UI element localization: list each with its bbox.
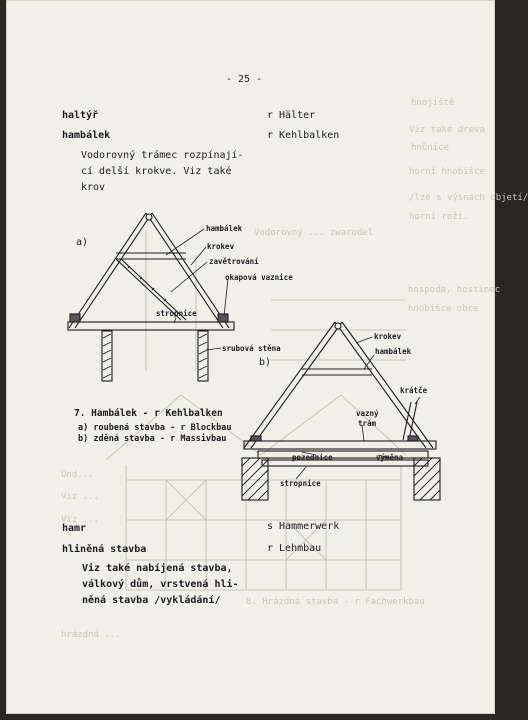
label-a-okapova-vaznice: okapová vaznice: [225, 273, 293, 282]
definition-line-1: Vodorovný trámec rozpínají-: [81, 150, 244, 161]
crossref-line-3: něná stavba /vykládání/: [82, 595, 221, 606]
entry-german-lehmbau: r Lehmbau: [267, 543, 322, 554]
label-a-zavetrovani: zavětrování: [209, 257, 259, 266]
label-b-tram: trám: [358, 419, 377, 428]
label-b-krokev: krokev: [374, 332, 402, 341]
masonry-hatching: [242, 458, 440, 500]
entry-term-hamr: hamr: [62, 523, 87, 534]
entry-german-halter: r Hälter: [267, 110, 316, 121]
entry-german-hammerwerk: s Hammerwerk: [267, 521, 340, 532]
figure-caption-line-b: b) zděná stavba - r Massivbau: [78, 434, 227, 444]
entry-german-kehlbalken: r Kehlbalken: [267, 130, 340, 141]
document-page: hnojiště Viz také dreva hnůnice horní hnobišce /lze s výsnách objetí/ horní roží. Vodorovný ... zwarodel hospoda, hostinec hnobišce obce Und... Viz ... Viz ... 8. Hrázdná stavba - r Fachwerkbau hrázdná ... - 25 - haltýř r Hälter hambálek r Kehlbalken Vodorovný trámec rozpínají- cí delší krokve. Viz také krov a) hambálek krokev zavětrování okapová vaznice stropnice srubová stěna b) krokev hambálek krátče vazný trám pozednice výměna stropnice 7. Hambálek - r Kehlbalken a) roubená stavba - r Blockbau b) zděná stavba - r Massivbau hamr s Hammerwerk hliněná stavba r Lehmbau Viz také nabíjená stavba, válkový dům, vrstvená hli- něná stavba /vykládání/: [6, 0, 495, 714]
entry-term-hlinena-stavba: hliněná stavba: [62, 544, 147, 555]
diagram-b-tag: b): [259, 357, 272, 368]
label-a-hambalek: hambálek: [206, 224, 243, 233]
label-a-stropnice: stropnice: [156, 309, 197, 318]
label-b-vymena: výměna: [376, 453, 404, 462]
diagram-a-roof-truss: [68, 213, 234, 381]
crossref-line-2: válkový dům, vrstvená hli-: [82, 579, 239, 590]
definition-line-3: krov: [81, 182, 106, 193]
log-wall-hatching: [103, 334, 207, 378]
label-b-kratce: krátče: [400, 386, 428, 395]
entry-term-hambalek: hambálek: [62, 130, 111, 141]
label-b-stropnice: stropnice: [280, 479, 321, 488]
label-b-hambalek: hambálek: [375, 347, 412, 356]
figure-caption-line-a: a) roubená stavba - r Blockbau: [78, 423, 232, 433]
entry-term-haltyr: haltýř: [62, 110, 99, 121]
roof-truss-illustration: [6, 0, 495, 714]
label-b-pozednice: pozednice: [292, 453, 333, 462]
label-a-krokev: krokev: [207, 242, 235, 251]
figure-caption-title: 7. Hambálek - r Kehlbalken: [74, 408, 223, 419]
diagram-a-tag: a): [76, 237, 89, 248]
label-a-srubova-stena: srubová stěna: [222, 344, 281, 353]
label-b-vazny: vazný: [356, 409, 379, 418]
definition-line-2: cí delší krokve. Viz také: [81, 166, 232, 177]
crossref-line-1: Viz také nabíjená stavba,: [82, 563, 233, 574]
page-number: - 25 -: [226, 74, 263, 85]
